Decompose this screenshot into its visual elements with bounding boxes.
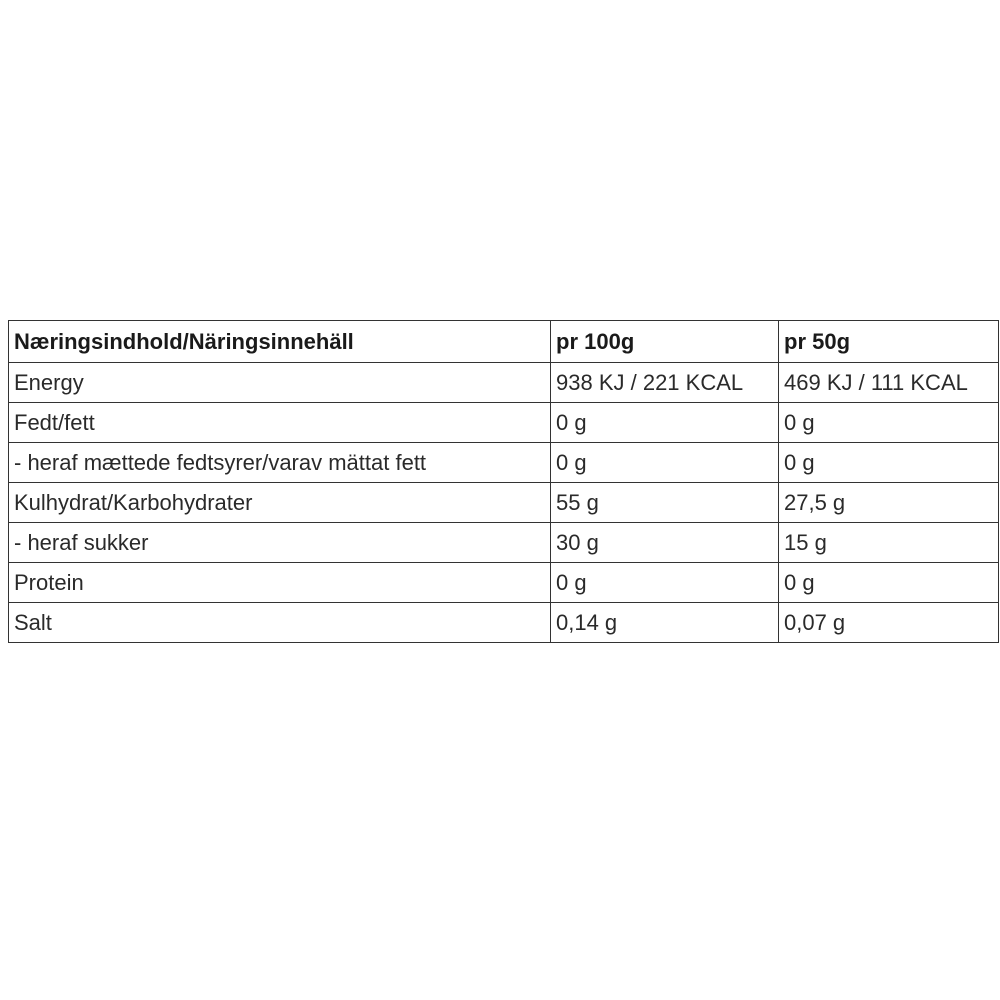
value-per-50g: 469 KJ / 111 KCAL: [779, 363, 999, 403]
value-per-100g: 0 g: [551, 403, 779, 443]
nutrient-name: Fedt/fett: [9, 403, 551, 443]
value-per-50g: 27,5 g: [779, 483, 999, 523]
nutrient-name: Kulhydrat/Karbohydrater: [9, 483, 551, 523]
value-per-100g: 55 g: [551, 483, 779, 523]
table-row: [9, 603, 999, 643]
table-row: [9, 483, 999, 523]
value-per-100g: 0 g: [551, 443, 779, 483]
nutrient-name: Salt: [9, 603, 551, 643]
table-row: [9, 403, 999, 443]
nutrient-name: - heraf mættede fedtsyrer/varav mättat fett: [9, 443, 551, 483]
table-row: [9, 523, 999, 563]
nutrient-name: - heraf sukker: [9, 523, 551, 563]
value-per-50g: 0,07 g: [779, 603, 999, 643]
table-row: [9, 363, 999, 403]
value-per-50g: 0 g: [779, 403, 999, 443]
value-per-100g: 938 KJ / 221 KCAL: [551, 363, 779, 403]
nutrient-name: Energy: [9, 363, 551, 403]
header-per-50g: pr 50g: [779, 321, 999, 363]
header-per-100g: pr 100g: [551, 321, 779, 363]
value-per-50g: 0 g: [779, 443, 999, 483]
header-nutrient: Næringsindhold/Näringsinnehäll: [9, 321, 551, 363]
value-per-100g: 30 g: [551, 523, 779, 563]
value-per-100g: 0 g: [551, 563, 779, 603]
nutrition-table: [8, 320, 999, 643]
table-row: [9, 443, 999, 483]
value-per-100g: 0,14 g: [551, 603, 779, 643]
value-per-50g: 0 g: [779, 563, 999, 603]
value-per-50g: 15 g: [779, 523, 999, 563]
nutrient-name: Protein: [9, 563, 551, 603]
table-row: [9, 563, 999, 603]
table-header-row: [9, 321, 999, 363]
